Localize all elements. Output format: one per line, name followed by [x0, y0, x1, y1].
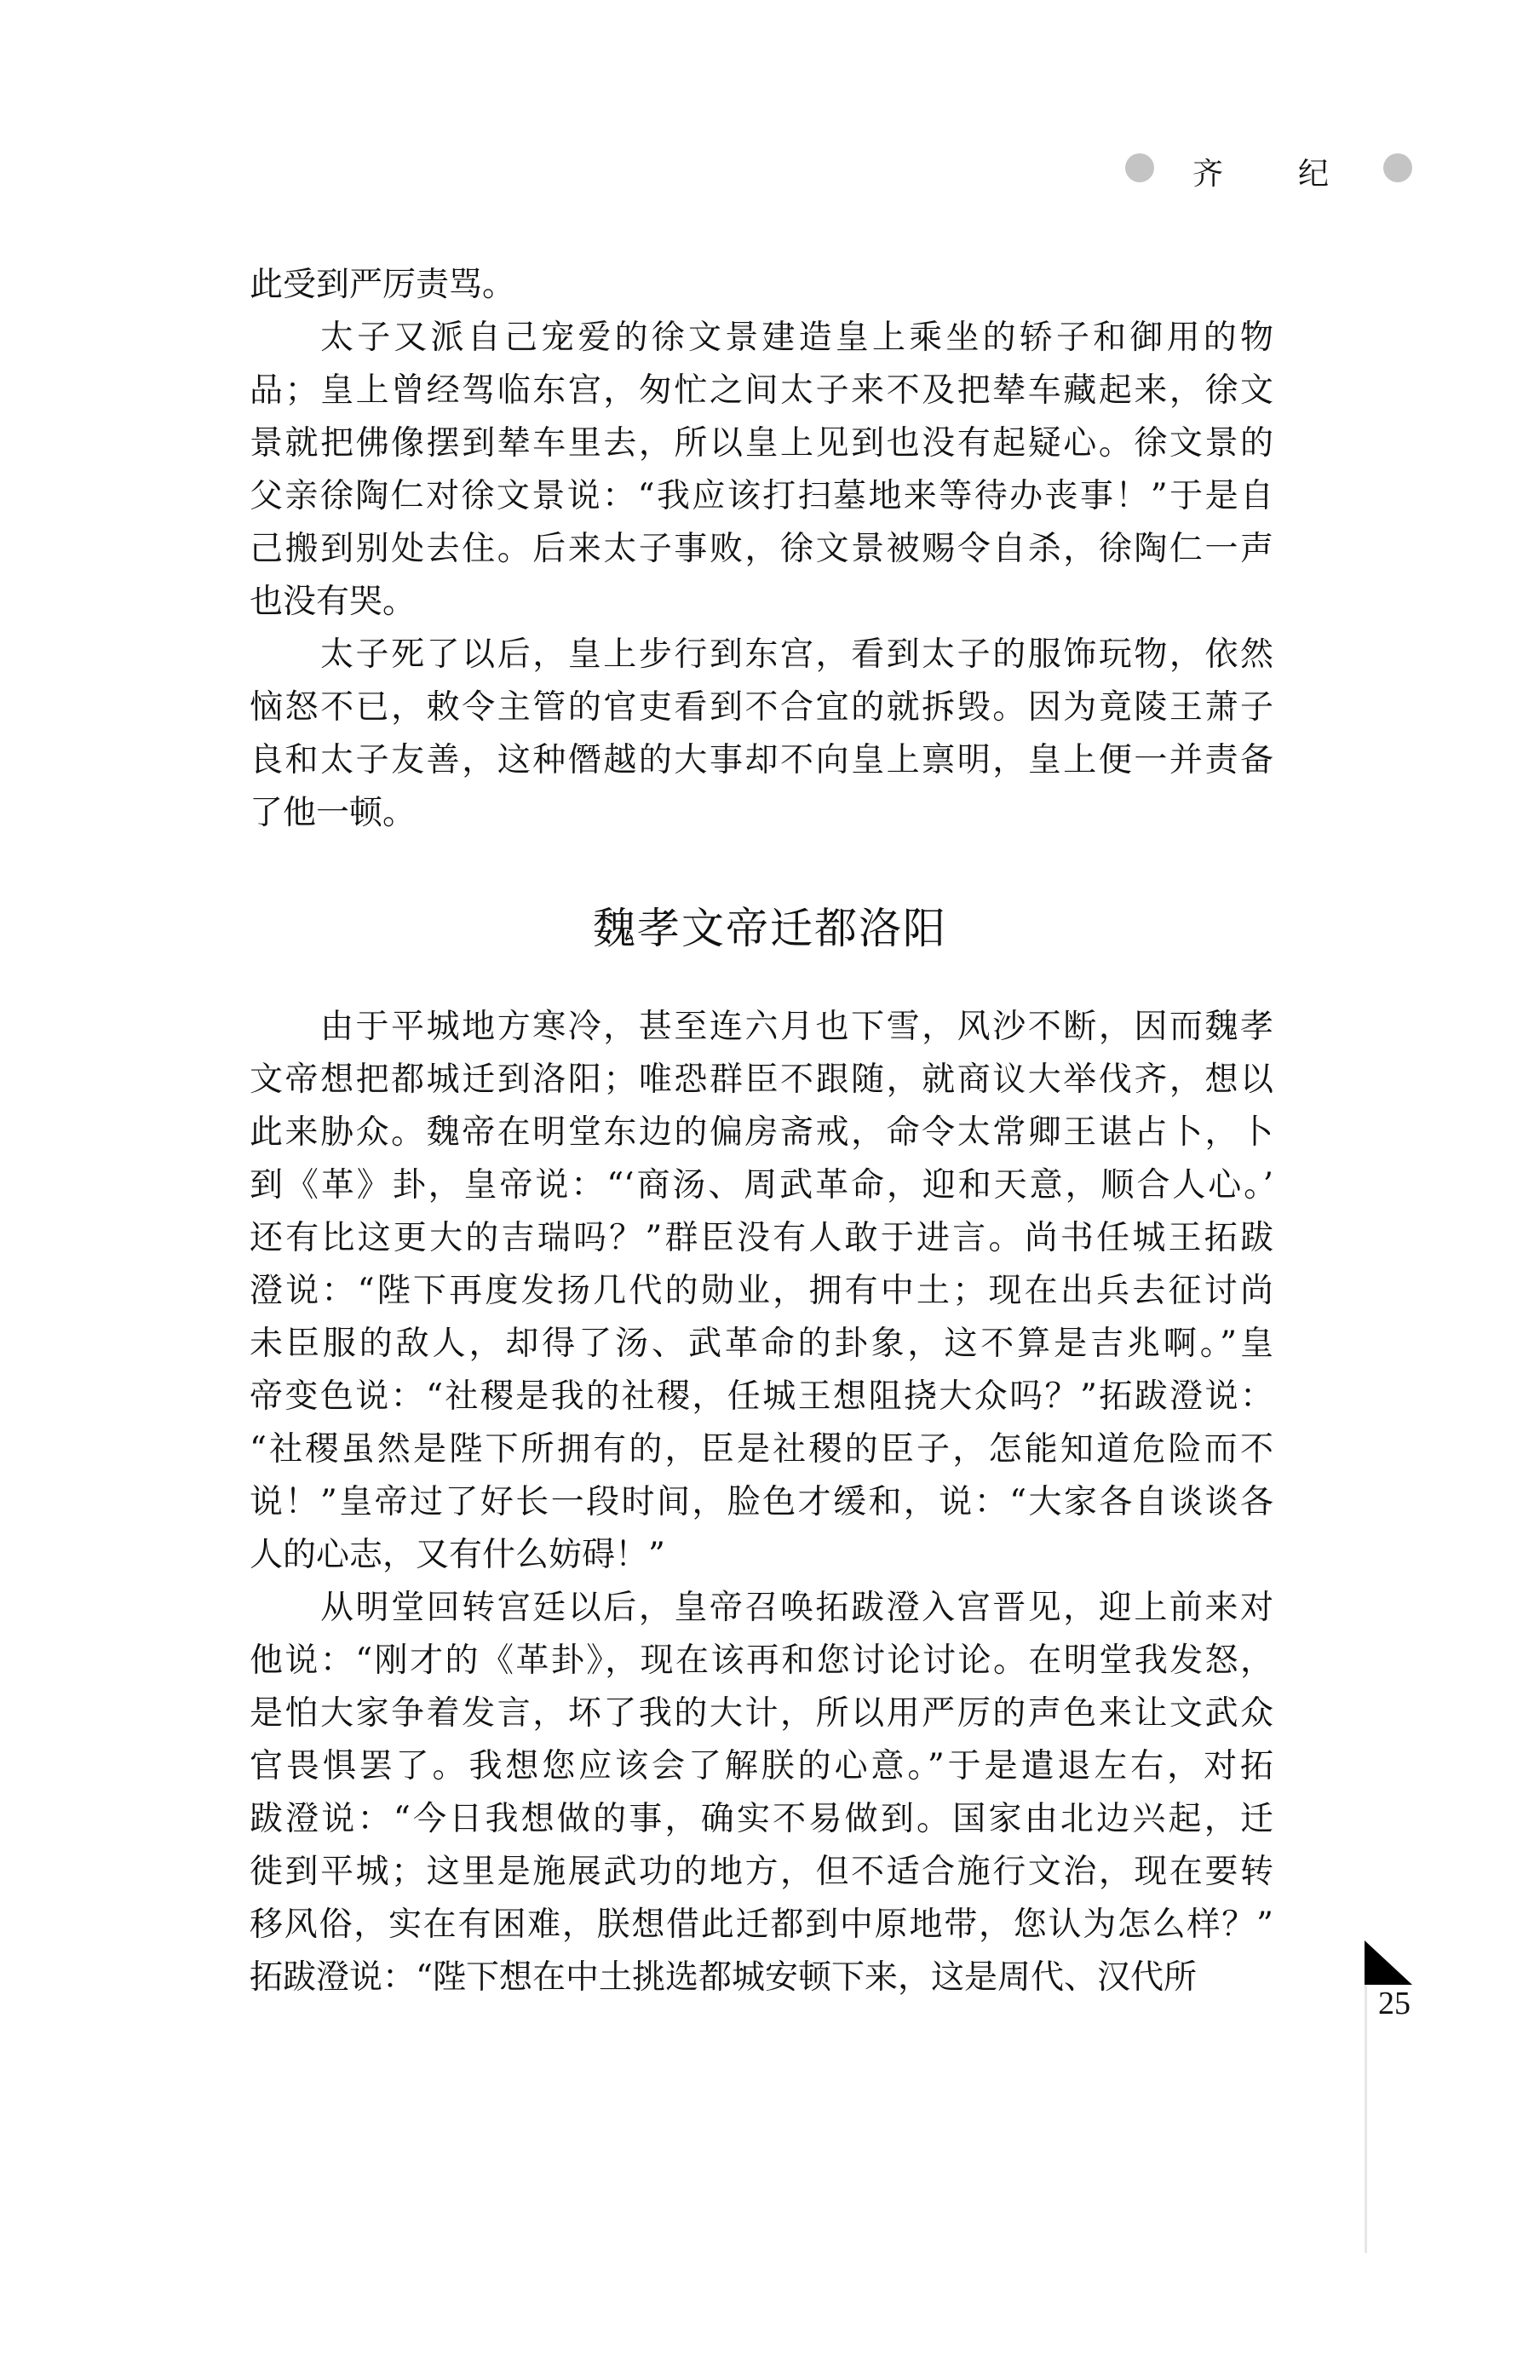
chapter-title: 魏孝文帝迁都洛阳: [593, 904, 947, 953]
paragraph: [250, 259, 1273, 312]
text-line: 父亲徐陶仁对徐文景说：“我应该打扫墓地来等待办丧事！”于是自: [250, 477, 1273, 515]
text-line: 品；皇上曾经驾临东宫，匆忙之间太子来不及把辇车藏起来，徐文: [250, 371, 1273, 410]
text-line: 人的心志，又有什么妨碍！”: [250, 1536, 665, 1574]
text-line: 是怕大家争着发言，坏了我的大计，所以用严厉的声色来让文武众: [250, 1694, 1273, 1733]
text-line: 良和太子友善，这种僭越的大事却不向皇上禀明，皇上便一并责备: [250, 741, 1273, 779]
text-line: 己搬到别处去住。后来太子事败，徐文景被赐令自杀，徐陶仁一声: [250, 530, 1273, 568]
text-line: 恼怒不已，敕令主管的官吏看到不合宜的就拆毁。因为竟陵王萧子: [250, 688, 1273, 727]
text-line: “社稷虽然是陛下所拥有的，臣是社稷的臣子，怎能知道危险而不: [250, 1430, 1273, 1469]
paragraph: [250, 629, 1273, 840]
text-line: 说！”皇帝过了好长一段时间，脸色才缓和，说：“大家各自谈谈各: [250, 1483, 1273, 1521]
section-1-body: [250, 259, 1273, 840]
text-line: 此受到严厉责骂。: [250, 266, 516, 304]
text-line: 了他一顿。: [250, 794, 417, 832]
text-line: 徙到平城；这里是施展武功的地方，但不适合施行文治，现在要转: [250, 1853, 1273, 1891]
text-line: 太子又派自己宠爱的徐文景建造皇上乘坐的轿子和御用的物: [320, 319, 1273, 357]
text-line: 官畏惧罢了。我想您应该会了解朕的心意。”于是遣退左右，对拓: [250, 1747, 1273, 1785]
text-line: 拓跋澄说：“陛下想在中土挑选都城安顿下来，这是周代、汉代所: [250, 1958, 1197, 1997]
text-line: 太子死了以后，皇上步行到东宫，看到太子的服饰玩物，依然: [320, 635, 1273, 674]
text-line: 也没有哭。: [250, 583, 417, 621]
text-line: 移风俗，实在有困难，朕想借此迁都到中原地带，您认为怎么样？”: [250, 1906, 1273, 1944]
running-header-right: 纪: [1298, 157, 1330, 192]
text-line: 帝变色说：“社稷是我的社稷，任城王想阻挠大众吗？”拓跋澄说：: [250, 1377, 1273, 1416]
text-line: 他说：“刚才的《革卦》，现在该再和您讨论讨论。在明堂我发怒，: [250, 1641, 1273, 1680]
paragraph: [250, 1582, 1273, 2004]
text-line: 澄说：“陛下再度发扬几代的勋业，拥有中土；现在出兵去征讨尚: [250, 1272, 1273, 1310]
text-line: 还有比这更大的吉瑞吗？”群臣没有人敢于进言。尚书任城王拓跋: [250, 1219, 1273, 1257]
page-flag-triangle-icon: [1365, 1940, 1412, 1985]
text-line: 从明堂回转宫廷以后，皇帝召唤拓跋澄入宫晋见，迎上前来对: [320, 1589, 1273, 1627]
text-line: 未臣服的敌人，却得了汤、武革命的卦象，这不算是吉兆啊。”皇: [250, 1325, 1273, 1363]
text-line: 文帝想把都城迁到洛阳；唯恐群臣不跟随，就商议大举伐齐，想以: [250, 1061, 1273, 1099]
paragraph: [250, 312, 1273, 629]
text-line: 到《革》卦，皇帝说：“‘商汤、周武革命，迎和天意，顺合人心。’: [250, 1166, 1273, 1204]
paragraph: [250, 1001, 1273, 1582]
margin-rule: [1365, 1985, 1367, 2253]
page-number: 25: [1378, 1986, 1411, 2021]
text-line: 由于平城地方寒冷，甚至连六月也下雪，风沙不断，因而魏孝: [320, 1008, 1273, 1046]
header-dot-left-icon: [1125, 153, 1154, 182]
section-2-body: [250, 1001, 1273, 2004]
text-line: 景就把佛像摆到辇车里去，所以皇上见到也没有起疑心。徐文景的: [250, 424, 1273, 463]
text-line: 跋澄说：“今日我想做的事，确实不易做到。国家由北边兴起，迁: [250, 1800, 1273, 1838]
header-dot-right-icon: [1383, 153, 1412, 182]
running-header-left: 齐: [1192, 157, 1224, 192]
text-line: 此来胁众。魏帝在明堂东边的偏房斋戒，命令太常卿王谌占卜，卜: [250, 1113, 1273, 1152]
